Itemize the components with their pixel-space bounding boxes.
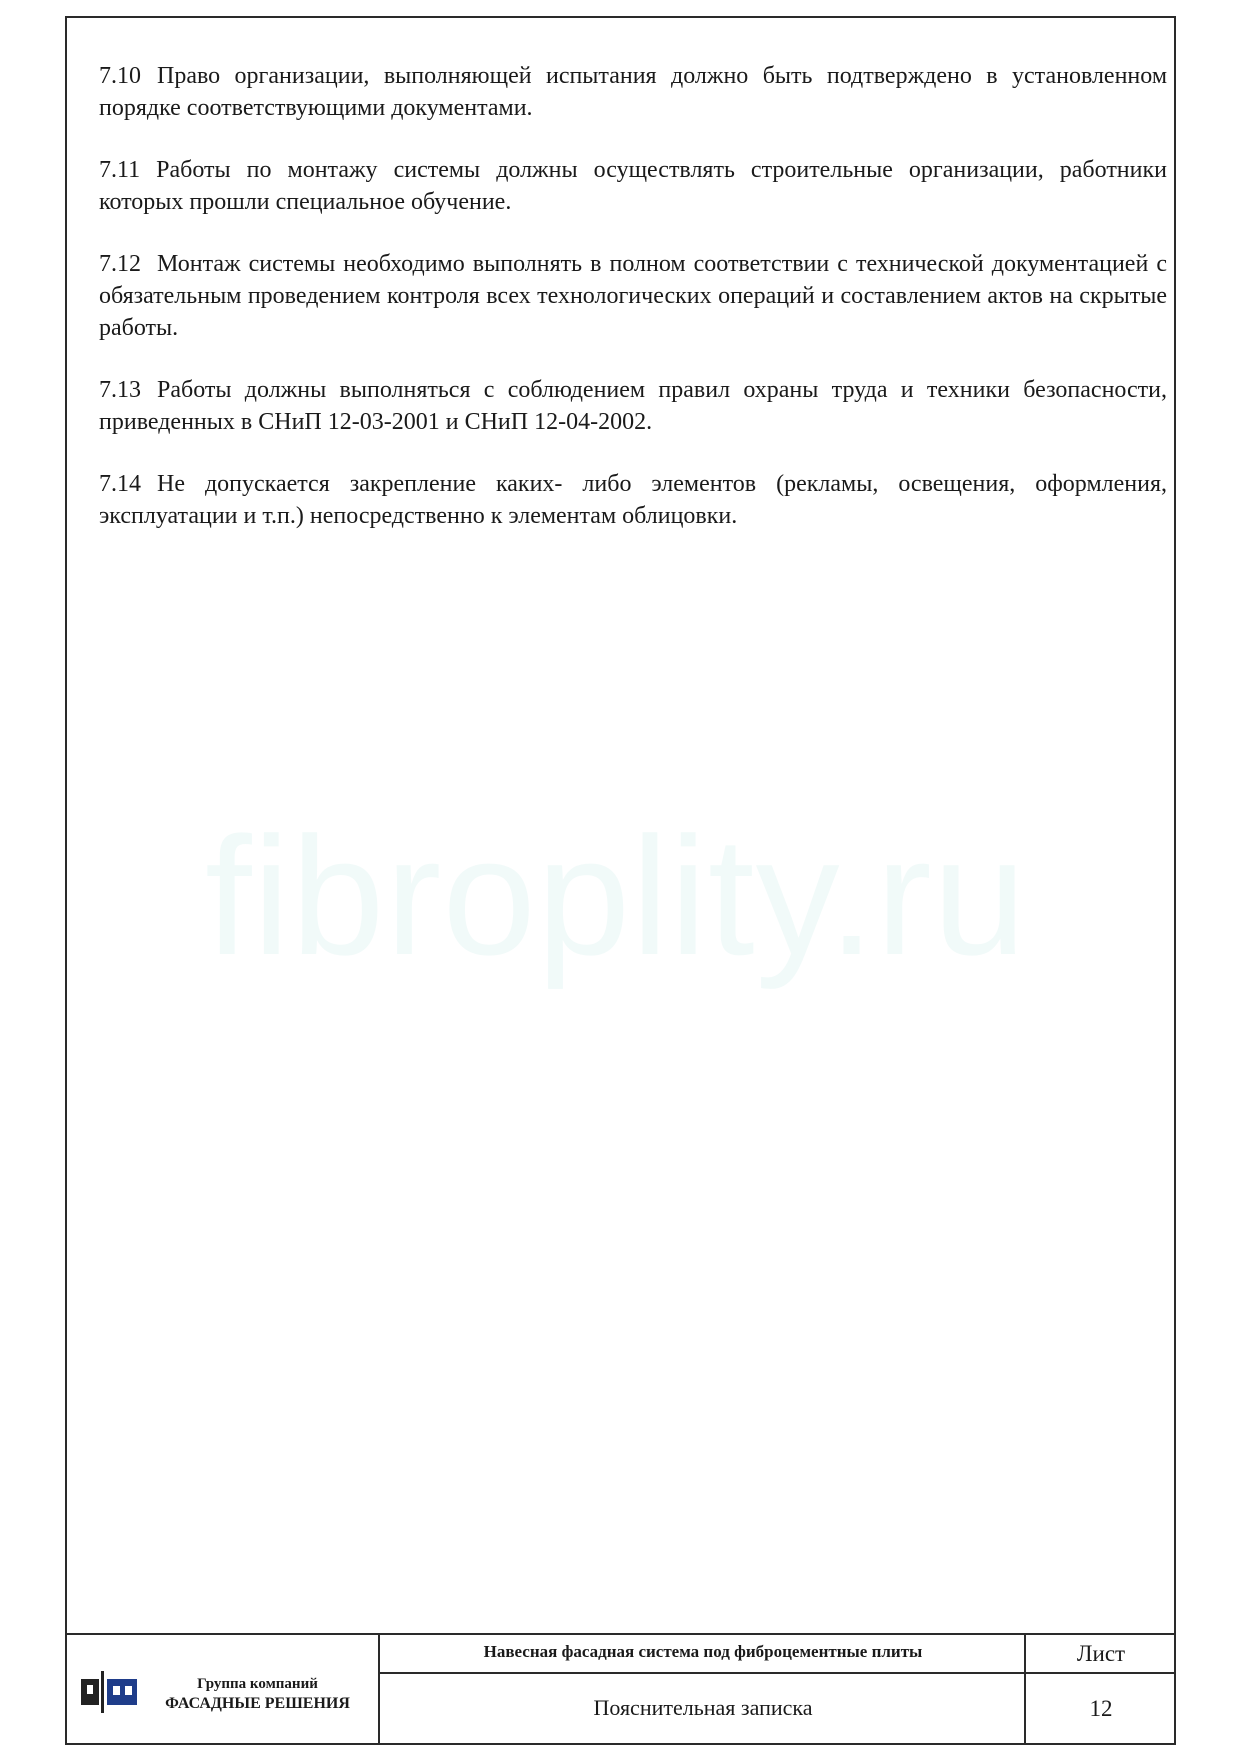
title-block (65, 1633, 1176, 1745)
company-name-line1: Группа компаний (197, 1676, 318, 1692)
paragraph-7-14 (99, 468, 1167, 532)
document-title: Навесная фасадная система под фиброцементные плиты (483, 1642, 923, 1661)
paragraph-7-12 (99, 248, 1167, 344)
paragraph-number: 7.13 (99, 377, 141, 403)
watermark: fibroplity.ru (205, 802, 1028, 990)
document-subtitle: Пояснительная записка (593, 1695, 813, 1720)
paragraph-number: 7.12 (99, 251, 141, 277)
sheet-number: 12 (1089, 1696, 1113, 1721)
document-body (99, 60, 1167, 562)
paragraph-number: 7.11 (99, 157, 141, 183)
paragraph-text: Не допускается закрепление каких- либо элементов (рекламы, освещения, оформления, эксплуатации и т.п.) непосредственно к элементам облицовки. (99, 471, 1167, 529)
paragraph-text: Работы должны выполняться с соблюдением правил охраны труда и техники безопасности, приведенных в СНиП 12-03-2001 и СНиП 12-04-2002. (99, 377, 1167, 435)
paragraph-7-13 (99, 374, 1167, 438)
paragraph-number: 7.10 (99, 63, 141, 89)
sheet-label: Лист (1076, 1641, 1126, 1666)
title-block-divider (378, 1635, 380, 1745)
company-name (145, 1675, 370, 1713)
paragraph-text: Работы по монтажу системы должны осуществлять строительные организации, работники которых прошли специальное обучение. (99, 157, 1167, 215)
paragraph-number: 7.14 (99, 471, 141, 497)
paragraph-7-10 (99, 60, 1167, 124)
company-name-line2: ФАСАДНЫЕ РЕШЕНИЯ (165, 1695, 350, 1712)
paragraph-text: Право организации, выполняющей испытания должно быть подтверждено в установленном порядке соответствующими документами. (99, 63, 1167, 121)
company-logo-icon (79, 1667, 141, 1717)
paragraph-7-11 (99, 154, 1167, 218)
paragraph-text: Монтаж системы необходимо выполнять в полном соответствии с технической документацией с обязательным проведением контроля всех технологических операций и составлением актов на скрытые работы. (99, 251, 1167, 341)
